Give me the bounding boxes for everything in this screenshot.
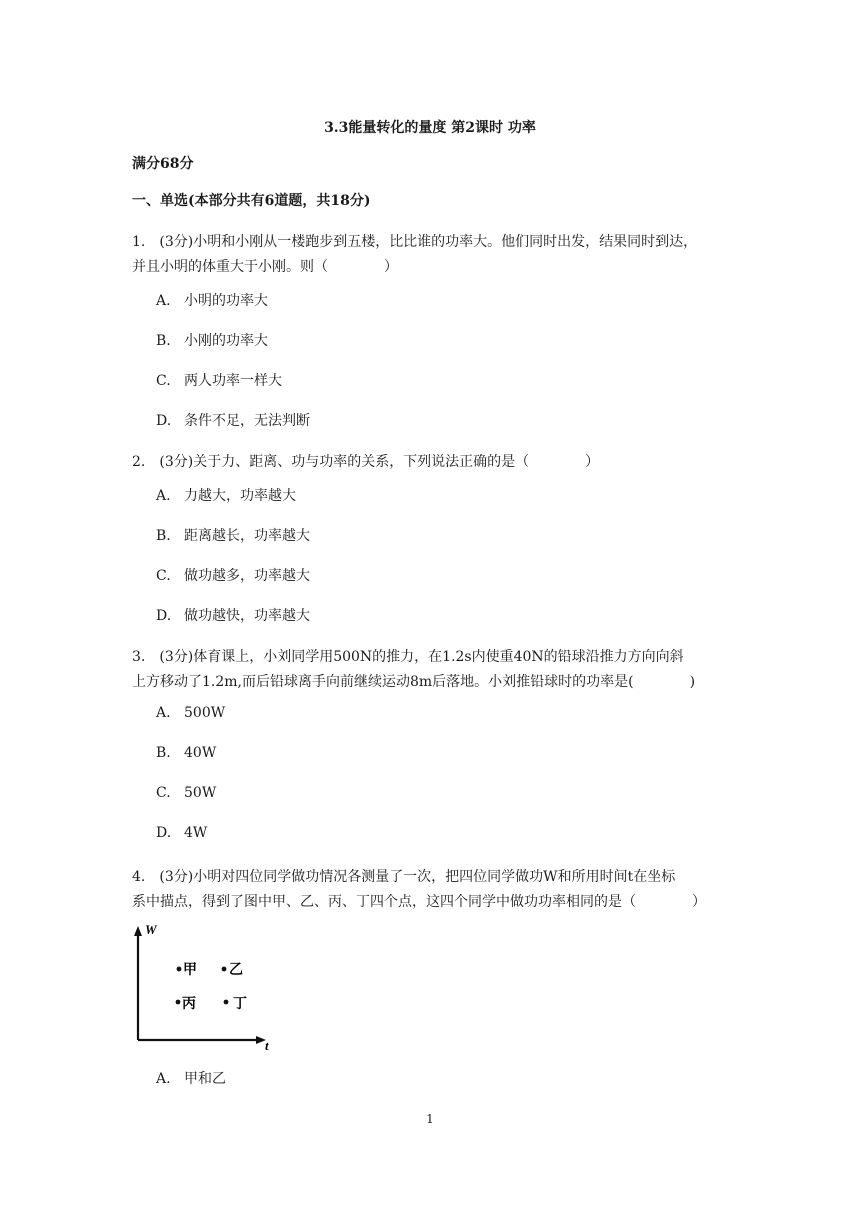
option-letter: C. bbox=[156, 568, 171, 584]
option-letter: A. bbox=[156, 705, 171, 721]
option-letter: C. bbox=[156, 373, 171, 389]
question-3-option-d bbox=[156, 825, 207, 841]
point-yi bbox=[222, 967, 227, 972]
option-letter: C. bbox=[156, 785, 171, 801]
question-2-text-line-1: 2. (3分)关于力、距离、功与功率的关系，下列说法正确的是（ ） bbox=[132, 454, 600, 470]
question-1-option-a bbox=[156, 290, 268, 310]
option-text: 两人功率一样大 bbox=[184, 373, 282, 389]
option-text: 做功越快，功率越大 bbox=[184, 608, 310, 624]
question-2-option-d bbox=[156, 605, 310, 625]
option-text: 条件不足，无法判断 bbox=[184, 413, 310, 429]
option-letter: A. bbox=[156, 1071, 171, 1087]
option-text: 小明的功率大 bbox=[184, 293, 268, 309]
question-1-option-d bbox=[156, 410, 310, 430]
option-letter: B. bbox=[156, 528, 171, 544]
option-text: 小刚的功率大 bbox=[184, 333, 268, 349]
y-axis-label: W bbox=[145, 922, 157, 937]
question-1-text-line-2: 并且小明的体重大于小刚。则（ ） bbox=[132, 259, 398, 275]
option-text: 力越大，功率越大 bbox=[184, 488, 296, 504]
option-letter: A. bbox=[156, 488, 171, 504]
option-letter: B. bbox=[156, 333, 171, 349]
question-3-text-line-2: 上方移动了1.2m,而后铅球离手向前继续运动8m后落地。小刘推铅球时的功率是( ) bbox=[132, 674, 696, 690]
point-ding bbox=[224, 1000, 229, 1005]
point-label-bing: 丙 bbox=[182, 996, 196, 1012]
question-4-text-line-2: 系中描点，得到了图中甲、乙、丙、丁四个点，这四个同学中做功功率相同的是（ ） bbox=[132, 894, 706, 910]
point-bing bbox=[176, 1000, 181, 1005]
option-letter: D. bbox=[156, 825, 172, 841]
full-score: 满分68分 bbox=[132, 156, 194, 172]
y-axis-arrow-icon bbox=[134, 926, 142, 936]
option-text: 甲和乙 bbox=[184, 1071, 226, 1087]
work-time-figure-svg bbox=[125, 922, 280, 1052]
question-1-option-b bbox=[156, 330, 268, 350]
page-number: 1 bbox=[426, 1112, 434, 1126]
option-text: 做功越多，功率越大 bbox=[184, 568, 310, 584]
option-letter: A. bbox=[156, 293, 171, 309]
question-1-text-line-1: 1. (3分)小明和小刚从一楼跑步到五楼，比比谁的功率大。他们同时出发，结果同时到达， bbox=[132, 234, 698, 250]
question-4-option-a bbox=[156, 1068, 226, 1088]
question-3-text-line-1: 3. (3分)体育课上，小刘同学用500N的推力，在1.2s内使重40N的铅球沿推力方向向斜 bbox=[132, 649, 684, 665]
section-heading: 一、单选(本部分共有6道题，共18分) bbox=[132, 193, 371, 209]
option-text: 50W bbox=[184, 785, 217, 801]
option-text: 40W bbox=[184, 745, 217, 761]
question-2-option-c bbox=[156, 565, 310, 585]
document-title: 3.3能量转化的量度 第2课时 功率 bbox=[324, 120, 536, 136]
question-3-option-a bbox=[156, 705, 225, 721]
question-4-text-line-1: 4. (3分)小明对四位同学做功情况各测量了一次，把四位同学做功W和所用时间t在坐标 bbox=[132, 869, 676, 885]
point-label-ding: 丁 bbox=[233, 996, 247, 1012]
point-label-jia: 甲 bbox=[183, 962, 197, 978]
question-2-option-a bbox=[156, 485, 296, 505]
option-letter: D. bbox=[156, 608, 172, 624]
option-letter: B. bbox=[156, 745, 171, 761]
work-time-figure bbox=[125, 922, 280, 1052]
x-axis-label: t bbox=[265, 1038, 269, 1052]
question-2-option-b bbox=[156, 525, 310, 545]
question-1-option-c bbox=[156, 370, 282, 390]
option-letter: D. bbox=[156, 413, 172, 429]
question-3-option-c bbox=[156, 785, 216, 801]
point-label-yi: 乙 bbox=[229, 962, 243, 978]
point-jia bbox=[177, 967, 182, 972]
option-text: 距离越长，功率越大 bbox=[184, 528, 310, 544]
question-3-option-b bbox=[156, 745, 216, 761]
option-text: 4W bbox=[184, 825, 208, 841]
option-text: 500W bbox=[184, 705, 226, 721]
